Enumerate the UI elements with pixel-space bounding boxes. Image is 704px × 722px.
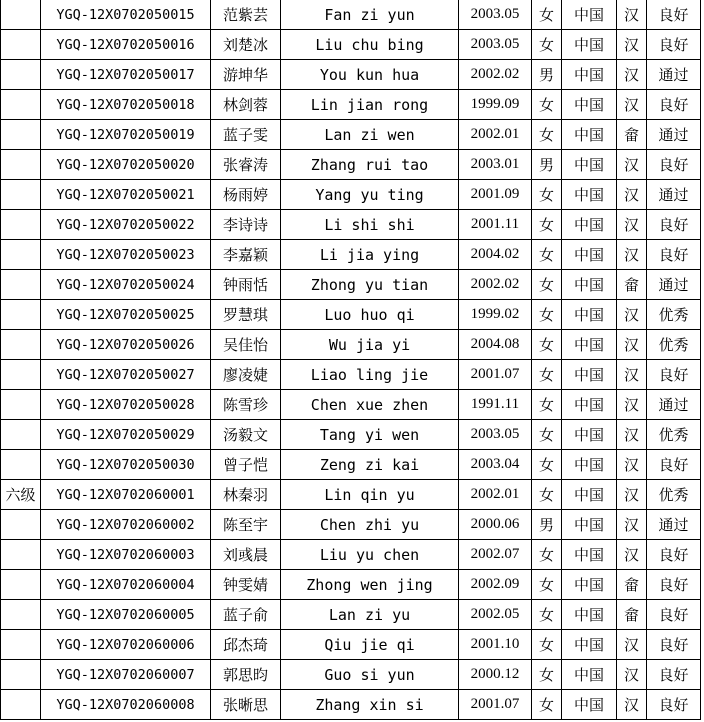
grade-result: 优秀	[647, 300, 701, 330]
gender: 女	[532, 0, 562, 30]
table-row	[1, 600, 701, 630]
candidate-name: 陈雪珍	[211, 390, 281, 420]
birth-date: 1991.11	[459, 390, 532, 420]
candidate-pinyin: Fan zi yun	[281, 0, 459, 30]
ethnicity: 畲	[617, 570, 647, 600]
grade-result: 良好	[647, 240, 701, 270]
level-cell	[1, 540, 41, 570]
candidate-name: 林秦羽	[211, 480, 281, 510]
gender: 女	[532, 270, 562, 300]
ethnicity: 汉	[617, 210, 647, 240]
ethnicity: 汉	[617, 450, 647, 480]
birth-date: 2001.09	[459, 180, 532, 210]
candidate-pinyin: Lan zi wen	[281, 120, 459, 150]
nationality: 中国	[562, 600, 617, 630]
candidate-code: YGQ-12X0702050028	[41, 390, 211, 420]
nationality: 中国	[562, 690, 617, 720]
level-cell	[1, 690, 41, 720]
candidate-name: 李诗诗	[211, 210, 281, 240]
candidate-name: 罗慧琪	[211, 300, 281, 330]
table-row	[1, 300, 701, 330]
candidate-pinyin: Zhong yu tian	[281, 270, 459, 300]
ethnicity: 畲	[617, 600, 647, 630]
candidate-code: YGQ-12X0702050026	[41, 330, 211, 360]
candidate-code: YGQ-12X0702050023	[41, 240, 211, 270]
candidate-name: 范紫芸	[211, 0, 281, 30]
candidate-pinyin: Li shi shi	[281, 210, 459, 240]
candidate-code: YGQ-12X0702060001	[41, 480, 211, 510]
level-cell	[1, 120, 41, 150]
gender: 男	[532, 60, 562, 90]
candidate-code: YGQ-12X0702060008	[41, 690, 211, 720]
level-cell	[1, 180, 41, 210]
candidate-name: 杨雨婷	[211, 180, 281, 210]
grade-result: 良好	[647, 210, 701, 240]
ethnicity: 汉	[617, 60, 647, 90]
candidate-pinyin: Lin jian rong	[281, 90, 459, 120]
candidate-code: YGQ-12X0702050022	[41, 210, 211, 240]
candidate-pinyin: Zhang rui tao	[281, 150, 459, 180]
candidate-code: YGQ-12X0702050016	[41, 30, 211, 60]
birth-date: 2003.05	[459, 0, 532, 30]
candidate-code: YGQ-12X0702050027	[41, 360, 211, 390]
candidate-pinyin: Qiu jie qi	[281, 630, 459, 660]
gender: 女	[532, 480, 562, 510]
candidate-code: YGQ-12X0702060005	[41, 600, 211, 630]
birth-date: 2002.02	[459, 270, 532, 300]
candidate-code: YGQ-12X0702050021	[41, 180, 211, 210]
table-row	[1, 690, 701, 720]
nationality: 中国	[562, 90, 617, 120]
nationality: 中国	[562, 180, 617, 210]
table-row	[1, 60, 701, 90]
candidate-pinyin: Guo si yun	[281, 660, 459, 690]
ethnicity: 汉	[617, 180, 647, 210]
gender: 女	[532, 210, 562, 240]
nationality: 中国	[562, 420, 617, 450]
candidate-name: 蓝子俞	[211, 600, 281, 630]
candidate-code: YGQ-12X0702050020	[41, 150, 211, 180]
grade-result: 优秀	[647, 420, 701, 450]
gender: 女	[532, 660, 562, 690]
candidate-name: 邱杰琦	[211, 630, 281, 660]
level-cell	[1, 0, 41, 30]
birth-date: 2002.02	[459, 60, 532, 90]
grade-result: 通过	[647, 60, 701, 90]
candidate-pinyin: Chen xue zhen	[281, 390, 459, 420]
grade-result: 良好	[647, 690, 701, 720]
birth-date: 2003.05	[459, 420, 532, 450]
candidate-name: 曾子恺	[211, 450, 281, 480]
candidate-pinyin: Lin qin yu	[281, 480, 459, 510]
birth-date: 2001.07	[459, 360, 532, 390]
candidate-code: YGQ-12X0702050030	[41, 450, 211, 480]
ethnicity: 汉	[617, 480, 647, 510]
grade-result: 良好	[647, 600, 701, 630]
ethnicity: 汉	[617, 300, 647, 330]
birth-date: 2000.12	[459, 660, 532, 690]
nationality: 中国	[562, 570, 617, 600]
ethnicity: 汉	[617, 630, 647, 660]
table-row	[1, 420, 701, 450]
grade-result: 良好	[647, 540, 701, 570]
birth-date: 2003.05	[459, 30, 532, 60]
ethnicity: 畲	[617, 270, 647, 300]
nationality: 中国	[562, 240, 617, 270]
candidate-code: YGQ-12X0702050024	[41, 270, 211, 300]
birth-date: 2001.10	[459, 630, 532, 660]
grade-result: 良好	[647, 450, 701, 480]
nationality: 中国	[562, 150, 617, 180]
grade-result: 优秀	[647, 480, 701, 510]
level-cell	[1, 90, 41, 120]
gender: 女	[532, 120, 562, 150]
gender: 男	[532, 150, 562, 180]
gender: 男	[532, 510, 562, 540]
level-cell	[1, 330, 41, 360]
candidate-name: 林剑蓉	[211, 90, 281, 120]
grade-result: 优秀	[647, 330, 701, 360]
grade-result: 通过	[647, 120, 701, 150]
roster-body	[1, 0, 701, 720]
gender: 女	[532, 240, 562, 270]
birth-date: 2002.01	[459, 480, 532, 510]
candidate-pinyin: Zhong wen jing	[281, 570, 459, 600]
gender: 女	[532, 360, 562, 390]
candidate-name: 钟雨恬	[211, 270, 281, 300]
level-cell	[1, 390, 41, 420]
grade-result: 良好	[647, 90, 701, 120]
table-row	[1, 540, 701, 570]
candidate-code: YGQ-12X0702060007	[41, 660, 211, 690]
level-cell	[1, 270, 41, 300]
grade-result: 通过	[647, 510, 701, 540]
table-row	[1, 510, 701, 540]
table-row	[1, 270, 701, 300]
gender: 女	[532, 630, 562, 660]
grade-result: 良好	[647, 570, 701, 600]
table-row	[1, 660, 701, 690]
candidate-name: 刘楚冰	[211, 30, 281, 60]
table-row	[1, 180, 701, 210]
level-cell	[1, 570, 41, 600]
nationality: 中国	[562, 390, 617, 420]
table-row	[1, 120, 701, 150]
gender: 女	[532, 330, 562, 360]
candidate-pinyin: Liu yu chen	[281, 540, 459, 570]
level-cell	[1, 420, 41, 450]
nationality: 中国	[562, 210, 617, 240]
gender: 女	[532, 570, 562, 600]
grade-result: 良好	[647, 360, 701, 390]
level-cell	[1, 240, 41, 270]
ethnicity: 畲	[617, 120, 647, 150]
table-row	[1, 90, 701, 120]
nationality: 中国	[562, 360, 617, 390]
candidate-pinyin: Liao ling jie	[281, 360, 459, 390]
candidate-pinyin: Zeng zi kai	[281, 450, 459, 480]
nationality: 中国	[562, 300, 617, 330]
candidate-name: 蓝子雯	[211, 120, 281, 150]
table-row	[1, 240, 701, 270]
birth-date: 2002.09	[459, 570, 532, 600]
birth-date: 2003.04	[459, 450, 532, 480]
level-cell	[1, 600, 41, 630]
candidate-pinyin: Zhang xin si	[281, 690, 459, 720]
level-cell	[1, 450, 41, 480]
ethnicity: 汉	[617, 30, 647, 60]
candidate-pinyin: Wu jia yi	[281, 330, 459, 360]
candidate-code: YGQ-12X0702050025	[41, 300, 211, 330]
gender: 女	[532, 420, 562, 450]
level-cell: 六级	[1, 480, 41, 510]
ethnicity: 汉	[617, 690, 647, 720]
table-row	[1, 390, 701, 420]
table-row	[1, 210, 701, 240]
candidate-name: 郭思昀	[211, 660, 281, 690]
gender: 女	[532, 450, 562, 480]
birth-date: 2002.05	[459, 600, 532, 630]
grade-result: 通过	[647, 270, 701, 300]
nationality: 中国	[562, 270, 617, 300]
birth-date: 2001.11	[459, 210, 532, 240]
candidate-code: YGQ-12X0702060006	[41, 630, 211, 660]
birth-date: 2002.07	[459, 540, 532, 570]
table-row	[1, 150, 701, 180]
birth-date: 1999.09	[459, 90, 532, 120]
candidate-pinyin: Tang yi wen	[281, 420, 459, 450]
grade-result: 良好	[647, 0, 701, 30]
candidate-pinyin: You kun hua	[281, 60, 459, 90]
gender: 女	[532, 600, 562, 630]
candidate-pinyin: Yang yu ting	[281, 180, 459, 210]
table-row	[1, 450, 701, 480]
birth-date: 2000.06	[459, 510, 532, 540]
candidate-name: 吴佳怡	[211, 330, 281, 360]
level-cell	[1, 510, 41, 540]
birth-date: 2002.01	[459, 120, 532, 150]
candidate-pinyin: Liu chu bing	[281, 30, 459, 60]
ethnicity: 汉	[617, 330, 647, 360]
candidate-name: 廖凌婕	[211, 360, 281, 390]
level-cell	[1, 660, 41, 690]
nationality: 中国	[562, 450, 617, 480]
table-row	[1, 570, 701, 600]
birth-date: 1999.02	[459, 300, 532, 330]
gender: 女	[532, 690, 562, 720]
ethnicity: 汉	[617, 540, 647, 570]
gender: 女	[532, 300, 562, 330]
candidate-code: YGQ-12X0702050019	[41, 120, 211, 150]
nationality: 中国	[562, 0, 617, 30]
candidate-code: YGQ-12X0702060003	[41, 540, 211, 570]
ethnicity: 汉	[617, 660, 647, 690]
level-cell	[1, 210, 41, 240]
level-cell	[1, 150, 41, 180]
candidate-code: YGQ-12X0702060002	[41, 510, 211, 540]
candidate-code: YGQ-12X0702050018	[41, 90, 211, 120]
birth-date: 2004.08	[459, 330, 532, 360]
candidate-code: YGQ-12X0702050017	[41, 60, 211, 90]
nationality: 中国	[562, 330, 617, 360]
level-cell	[1, 60, 41, 90]
ethnicity: 汉	[617, 510, 647, 540]
level-cell	[1, 630, 41, 660]
level-cell	[1, 30, 41, 60]
gender: 女	[532, 90, 562, 120]
gender: 女	[532, 390, 562, 420]
table-row	[1, 480, 701, 510]
candidate-code: YGQ-12X0702060004	[41, 570, 211, 600]
candidate-name: 游坤华	[211, 60, 281, 90]
candidate-pinyin: Li jia ying	[281, 240, 459, 270]
table-row	[1, 30, 701, 60]
candidate-name: 张晰思	[211, 690, 281, 720]
gender: 女	[532, 540, 562, 570]
gender: 女	[532, 180, 562, 210]
grade-result: 良好	[647, 660, 701, 690]
grade-result: 通过	[647, 390, 701, 420]
table-row	[1, 630, 701, 660]
nationality: 中国	[562, 120, 617, 150]
table-row	[1, 0, 701, 30]
grade-result: 通过	[647, 180, 701, 210]
candidate-name: 汤毅文	[211, 420, 281, 450]
birth-date: 2003.01	[459, 150, 532, 180]
candidate-name: 刘彧晨	[211, 540, 281, 570]
ethnicity: 汉	[617, 390, 647, 420]
candidate-pinyin: Lan zi yu	[281, 600, 459, 630]
ethnicity: 汉	[617, 420, 647, 450]
candidate-code: YGQ-12X0702050029	[41, 420, 211, 450]
candidate-name: 钟雯婧	[211, 570, 281, 600]
candidate-name: 李嘉颖	[211, 240, 281, 270]
level-cell	[1, 360, 41, 390]
ethnicity: 汉	[617, 150, 647, 180]
nationality: 中国	[562, 630, 617, 660]
ethnicity: 汉	[617, 240, 647, 270]
birth-date: 2001.07	[459, 690, 532, 720]
nationality: 中国	[562, 60, 617, 90]
table-row	[1, 330, 701, 360]
nationality: 中国	[562, 660, 617, 690]
table-row	[1, 360, 701, 390]
grade-result: 良好	[647, 30, 701, 60]
ethnicity: 汉	[617, 360, 647, 390]
nationality: 中国	[562, 510, 617, 540]
nationality: 中国	[562, 30, 617, 60]
nationality: 中国	[562, 480, 617, 510]
candidate-code: YGQ-12X0702050015	[41, 0, 211, 30]
candidate-name: 张睿涛	[211, 150, 281, 180]
nationality: 中国	[562, 540, 617, 570]
grade-result: 良好	[647, 150, 701, 180]
gender: 女	[532, 30, 562, 60]
grade-result: 良好	[647, 630, 701, 660]
level-cell	[1, 300, 41, 330]
ethnicity: 汉	[617, 0, 647, 30]
ethnicity: 汉	[617, 90, 647, 120]
birth-date: 2004.02	[459, 240, 532, 270]
candidate-pinyin: Luo huo qi	[281, 300, 459, 330]
candidate-pinyin: Chen zhi yu	[281, 510, 459, 540]
candidate-name: 陈至宇	[211, 510, 281, 540]
